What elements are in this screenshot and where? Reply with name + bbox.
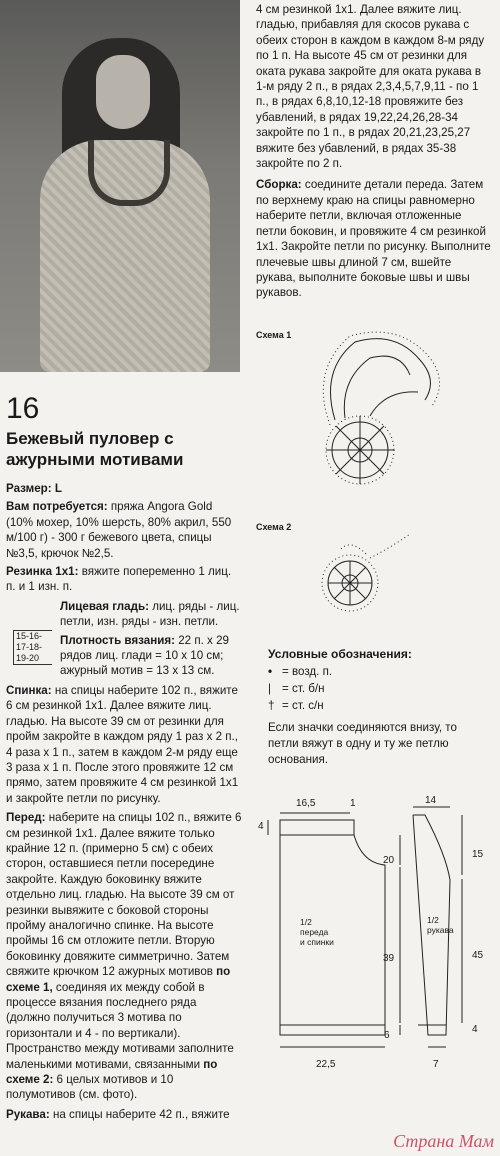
sleeve-bottom-width: 7 <box>433 1059 439 1070</box>
scheme1-diagram <box>300 330 450 500</box>
body-label-3: и спинки <box>300 937 334 947</box>
legend-item <box>268 663 488 680</box>
materials-label: Вам потребуется: <box>6 500 108 514</box>
body-top-width: 16,5 <box>296 798 316 809</box>
assembly <box>256 177 494 300</box>
front-label: Перед: <box>6 811 46 825</box>
model-photo <box>0 0 240 372</box>
sleeve-text-rest: 4 см резинкой 1х1. Далее вяжите лиц. гладью, прибавляя для скосов рукава с обеих сторон в каждом в каждом 8-м ряду по 1 п. На высоте 45 см от резинки для оката рукава закройте для оката рукава в 1-м ряду 2 п., в рядах 2,3,4,5,7,9,11 - по 1 п., в рядах 6,8,10,12-18 провяжите без убавлений, в рядах 19,22,24,26,28-34 закройте по 1 п., в рядах 20,21,23,25,27 вяжите без убавлений, в рядах 35-38 закройте по 2 п. <box>256 3 485 171</box>
sleeve-start <box>6 1107 242 1122</box>
front-text2: соединяя их между собой в процессе вязания последнего ряда (должно получиться 3 мотива по горизонтали и 4 - по вертикали). Пространство между мотивами заполните маленькими мотивами, связанными <box>6 980 234 1071</box>
back-text: на спицы наберите 102 п., вяжите 6 см резинкой 1х1. Далее вяжите лиц. гладью. На высоте 39 см от резинки для пройм закройте в каждом ряду 1 раз х 2 п., 4 раза х 1 п., затем в каждом 2-м ряду еще 3 раза х 1 п. После этого провяжите 12 см прямо, затем провяжите 4 см резинкой 1х1 и закройте петли по рисунку. <box>6 683 239 805</box>
pattern-number: 16 <box>6 392 40 425</box>
sleeve-label-1: 1/2 <box>427 915 439 925</box>
body-length: 39 <box>383 953 395 964</box>
legend <box>268 646 488 768</box>
body-neck-rib: 4 <box>258 821 264 832</box>
front-text3: 6 целых мотивов и 10 полумотивов (см. фото). <box>6 1073 174 1102</box>
assembly-label: Сборка: <box>256 178 302 192</box>
double-crochet-icon: † <box>268 699 275 712</box>
sleeve-cap: 15 <box>472 849 484 860</box>
left-column <box>6 481 242 1122</box>
right-column <box>256 2 494 301</box>
body-label <box>300 917 334 947</box>
sleeve-length: 45 <box>472 950 484 961</box>
body-bottom-width: 22,5 <box>316 1059 336 1070</box>
legend-text: = ст. б/н <box>282 682 325 695</box>
back-label: Спинка: <box>6 683 52 697</box>
photo-necklace <box>88 140 170 206</box>
body-label-2: переда <box>300 927 329 937</box>
gauge-label: Плотность вязания: <box>60 633 175 647</box>
stockinette-text: лиц. ряды - лиц. петли, изн. ряды - изн. петли. <box>60 599 240 629</box>
photo-face <box>96 55 150 129</box>
watermark: Страна Мам <box>393 1131 494 1151</box>
pattern-title: Бежевый пуловер с ажурными мотивами <box>6 429 184 469</box>
legend-item <box>268 697 488 714</box>
front-scheme2: по схеме 2: <box>6 1057 218 1087</box>
rib-text: вяжите попеременно 1 лиц. п. и 1 изн. п. <box>6 565 232 594</box>
front-text: наберите на спицы 102 п., вяжите 6 см резинкой 1х1. Далее вяжите только крайние 12 п. (примерно 5 см) с обеих сторон, оставшиеся петли посередине закройте. Каждую боковинку вяжите отдельно лиц. гладью. На высоте 39 см от резинки вывяжите с боковой стороны пройму аналогично спинке. На высоте проймы 16 см отложите петли. Вторую боковинку довяжите симметрично. Затем свяжите крючком 12 ажурных мотивов <box>6 811 242 979</box>
size-label: Размер: <box>6 482 52 495</box>
sleeve-label-2: рукава <box>427 925 454 935</box>
sleeve-label <box>427 915 454 935</box>
rib <box>6 564 242 595</box>
sleeve-cuff: 4 <box>472 1024 478 1035</box>
stockinette <box>60 599 242 630</box>
assembly-text: соедините детали переда. Затем по верхнему краю на спицы равномерно наберите петли, включая отложенные петли боковин, и провяжите 4 см резинкой 1х1. Закройте петли по рисунку. Выполните плечевые швы длиной 7 см, вшейте рукава, выполните боковые швы и швы рукавов. <box>256 178 491 300</box>
body-bottom-rib: 6 <box>384 1030 390 1041</box>
size-value: L <box>54 482 62 495</box>
single-crochet-icon: | <box>268 682 272 695</box>
sleeve-text-start: на спицы наберите 42 п., вяжите <box>52 1107 230 1121</box>
scheme2-label: Схема 2 <box>256 522 292 532</box>
front-section <box>6 810 242 1103</box>
body-armhole: 20 <box>383 855 395 866</box>
scheme2-diagram <box>310 528 430 618</box>
sleeve-continued <box>256 2 494 171</box>
legend-title: Условные обозначения: <box>268 647 412 661</box>
sizes-bracket: 15-16-17-18-19-20 <box>13 630 52 665</box>
stockinette-label: Лицевая гладь: <box>60 599 149 613</box>
chain-icon: • <box>268 665 273 678</box>
gauge <box>60 633 242 679</box>
sleeve-label: Рукава: <box>6 1107 50 1121</box>
legend-text: = ст. с/н <box>282 699 324 712</box>
scheme1-label: Схема 1 <box>256 330 292 340</box>
rib-label: Резинка 1х1: <box>6 565 79 579</box>
schematic-labels <box>250 795 500 1095</box>
gauge-text: 22 п. х 29 рядов лиц. глади = 10 х 10 см; ажурный мотив = 13 х 13 см. <box>60 633 229 678</box>
legend-text: = возд. п. <box>282 665 333 678</box>
back-section <box>6 683 242 806</box>
legend-item <box>268 680 488 697</box>
sleeve-top-width: 14 <box>425 795 437 806</box>
materials <box>6 499 242 561</box>
legend-note: Если значки соединяются внизу, то петли вяжут в одну и ту же петлю основания. <box>268 721 457 766</box>
front-scheme1: по схеме 1, <box>6 965 231 994</box>
stitch-block <box>60 599 242 679</box>
size-line <box>6 481 242 496</box>
materials-text: пряжа Angora Gold (10% мохер, 10% шерсть, 80% акрил, 550 м/100 г) - 300 г бежевого цвета, спицы №3,5, крючок №2,5. <box>6 500 232 560</box>
body-label-1: 1/2 <box>300 917 312 927</box>
body-shoulder: 1 <box>350 798 356 809</box>
